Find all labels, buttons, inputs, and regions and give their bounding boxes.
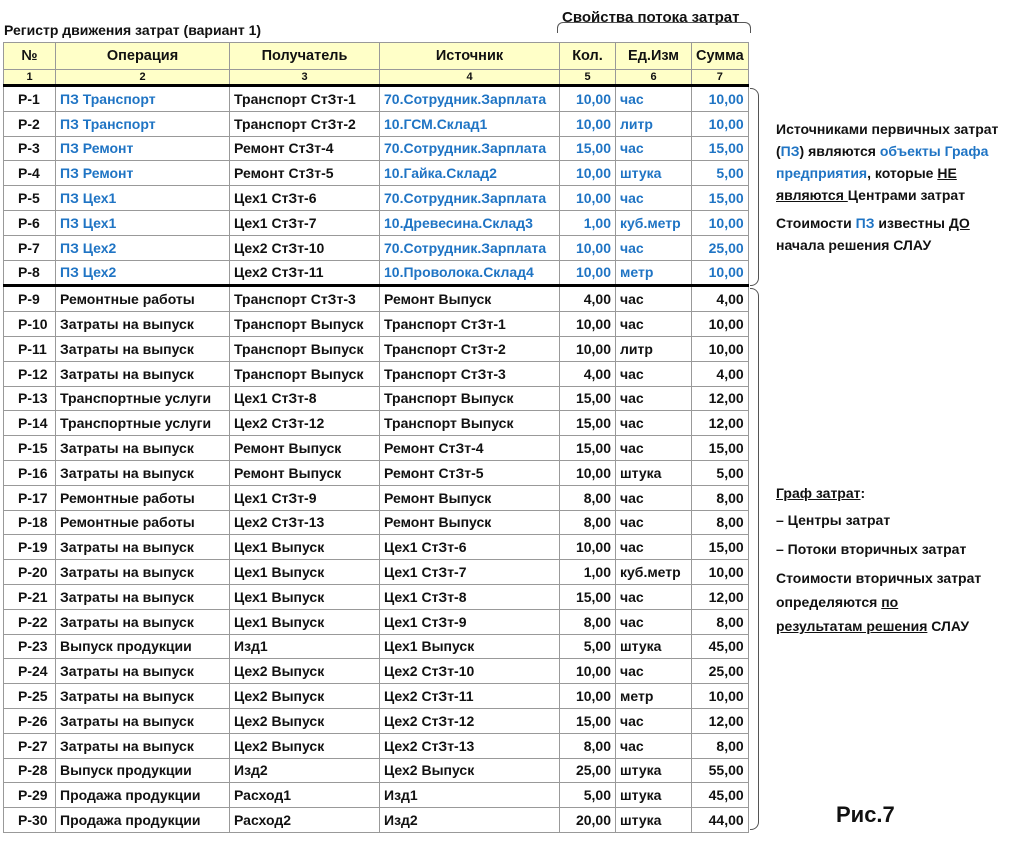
source-cell: 70.Сотрудник.Зарплата: [380, 86, 560, 112]
table-row: [4, 286, 749, 312]
recipient-cell: Цех2 СтЗт-11: [230, 260, 380, 286]
quantity-cell: 20,00: [560, 808, 616, 833]
amount-cell: 10,00: [692, 684, 749, 709]
row-number: Р-21: [4, 584, 56, 609]
row-number: Р-5: [4, 186, 56, 211]
source-cell: Ремонт СтЗт-4: [380, 436, 560, 461]
table-row: [4, 436, 749, 461]
operation-cell: Затраты на выпуск: [56, 609, 230, 634]
unit-cell: метр: [616, 260, 692, 286]
amount-cell: 15,00: [692, 136, 749, 161]
amount-cell: 8,00: [692, 733, 749, 758]
source-cell: Ремонт Выпуск: [380, 286, 560, 312]
operation-cell: ПЗ Ремонт: [56, 136, 230, 161]
unit-cell: куб.метр: [616, 560, 692, 585]
unit-cell: час: [616, 659, 692, 684]
amount-cell: 5,00: [692, 161, 749, 186]
operation-cell: Затраты на выпуск: [56, 708, 230, 733]
row-number: Р-22: [4, 609, 56, 634]
unit-cell: час: [616, 136, 692, 161]
source-cell: Цех2 СтЗт-13: [380, 733, 560, 758]
row-number: Р-20: [4, 560, 56, 585]
unit-cell: час: [616, 609, 692, 634]
quantity-cell: 10,00: [560, 535, 616, 560]
operation-cell: Выпуск продукции: [56, 634, 230, 659]
cost-graph-note: [776, 481, 1022, 638]
table-row: [4, 659, 749, 684]
amount-cell: 10,00: [692, 260, 749, 286]
unit-cell: час: [616, 485, 692, 510]
operation-cell: Продажа продукции: [56, 808, 230, 833]
quantity-cell: 10,00: [560, 260, 616, 286]
unit-cell: штука: [616, 460, 692, 485]
source-cell: 70.Сотрудник.Зарплата: [380, 235, 560, 260]
recipient-cell: Цех1 СтЗт-8: [230, 386, 380, 411]
unit-cell: литр: [616, 111, 692, 136]
row-number: Р-24: [4, 659, 56, 684]
source-cell: Цех1 СтЗт-7: [380, 560, 560, 585]
table-row: [4, 312, 749, 337]
register-title: Регистр движения затрат (вариант 1): [4, 22, 262, 38]
quantity-cell: 8,00: [560, 510, 616, 535]
row-number: Р-18: [4, 510, 56, 535]
quantity-cell: 8,00: [560, 485, 616, 510]
amount-cell: 15,00: [692, 186, 749, 211]
quantity-cell: 15,00: [560, 411, 616, 436]
source-cell: Изд2: [380, 808, 560, 833]
source-cell: Транспорт СтЗт-1: [380, 312, 560, 337]
operation-cell: Транспортные услуги: [56, 386, 230, 411]
column-number: 1: [4, 70, 56, 86]
table-row: [4, 684, 749, 709]
row-number: Р-27: [4, 733, 56, 758]
recipient-cell: Цех2 Выпуск: [230, 684, 380, 709]
operation-cell: Затраты на выпуск: [56, 684, 230, 709]
figure-label: Рис.7: [836, 802, 895, 827]
table-row: [4, 111, 749, 136]
row-number: Р-14: [4, 411, 56, 436]
recipient-cell: Ремонт Выпуск: [230, 436, 380, 461]
source-cell: Транспорт СтЗт-3: [380, 361, 560, 386]
recipient-cell: Цех1 СтЗт-9: [230, 485, 380, 510]
amount-cell: 8,00: [692, 609, 749, 634]
note-text: ) являются: [799, 143, 880, 159]
unit-cell: куб.метр: [616, 210, 692, 235]
row-number: Р-13: [4, 386, 56, 411]
source-cell: Цех2 СтЗт-11: [380, 684, 560, 709]
recipient-cell: Цех2 СтЗт-12: [230, 411, 380, 436]
row-number: Р-17: [4, 485, 56, 510]
row-number: Р-23: [4, 634, 56, 659]
quantity-cell: 15,00: [560, 584, 616, 609]
column-header: №: [4, 43, 56, 70]
source-cell: Цех1 СтЗт-6: [380, 535, 560, 560]
recipient-cell: Цех2 Выпуск: [230, 733, 380, 758]
amount-cell: 12,00: [692, 584, 749, 609]
amount-cell: 5,00: [692, 460, 749, 485]
note-text: – Потоки вторичных затрат: [776, 541, 967, 557]
unit-cell: час: [616, 584, 692, 609]
table-row: [4, 560, 749, 585]
column-header: Ед.Изм: [616, 43, 692, 70]
unit-cell: час: [616, 510, 692, 535]
source-cell: Цех2 СтЗт-12: [380, 708, 560, 733]
row-number: Р-29: [4, 783, 56, 808]
primary-costs-brace: [750, 88, 759, 286]
note-text: Стоимости: [776, 215, 856, 231]
table-row: [4, 485, 749, 510]
note-text: СЛАУ: [927, 618, 970, 634]
amount-cell: 12,00: [692, 708, 749, 733]
secondary-costs-brace: [750, 288, 759, 830]
amount-cell: 10,00: [692, 336, 749, 361]
recipient-cell: Ремонт Выпуск: [230, 460, 380, 485]
note-text: (: [776, 143, 781, 159]
amount-cell: 44,00: [692, 808, 749, 833]
column-number-row: [4, 70, 749, 86]
source-cell: Ремонт Выпуск: [380, 485, 560, 510]
operation-cell: Затраты на выпуск: [56, 336, 230, 361]
source-cell: Ремонт Выпуск: [380, 510, 560, 535]
operation-cell: Затраты на выпуск: [56, 436, 230, 461]
quantity-cell: 10,00: [560, 684, 616, 709]
unit-cell: час: [616, 733, 692, 758]
table-row: [4, 535, 749, 560]
unit-cell: час: [616, 186, 692, 211]
amount-cell: 15,00: [692, 535, 749, 560]
unit-cell: литр: [616, 336, 692, 361]
note-text-underlined: НЕ: [937, 165, 957, 181]
table-row: [4, 361, 749, 386]
operation-cell: Затраты на выпуск: [56, 460, 230, 485]
primary-costs-note: [776, 118, 1022, 256]
unit-cell: час: [616, 286, 692, 312]
quantity-cell: 10,00: [560, 336, 616, 361]
row-number: Р-12: [4, 361, 56, 386]
row-number: Р-11: [4, 336, 56, 361]
note-text: известны: [874, 215, 949, 231]
note-text: :: [860, 485, 866, 501]
unit-cell: час: [616, 312, 692, 337]
amount-cell: 25,00: [692, 235, 749, 260]
operation-cell: ПЗ Транспорт: [56, 111, 230, 136]
column-header: Операция: [56, 43, 230, 70]
column-header: Сумма: [692, 43, 749, 70]
row-number: Р-10: [4, 312, 56, 337]
table-row: [4, 186, 749, 211]
quantity-cell: 10,00: [560, 186, 616, 211]
table-row: [4, 161, 749, 186]
quantity-cell: 10,00: [560, 659, 616, 684]
source-cell: Цех1 СтЗт-9: [380, 609, 560, 634]
recipient-cell: Транспорт Выпуск: [230, 336, 380, 361]
row-number: Р-25: [4, 684, 56, 709]
table-row: [4, 336, 749, 361]
amount-cell: 4,00: [692, 286, 749, 312]
recipient-cell: Цех1 Выпуск: [230, 560, 380, 585]
operation-cell: Затраты на выпуск: [56, 584, 230, 609]
quantity-cell: 10,00: [560, 312, 616, 337]
recipient-cell: Транспорт СтЗт-1: [230, 86, 380, 112]
recipient-cell: Цех1 Выпуск: [230, 535, 380, 560]
column-header: Получатель: [230, 43, 380, 70]
row-number: Р-2: [4, 111, 56, 136]
amount-cell: 45,00: [692, 634, 749, 659]
unit-cell: штука: [616, 783, 692, 808]
recipient-cell: Цех2 СтЗт-10: [230, 235, 380, 260]
row-number: Р-26: [4, 708, 56, 733]
table-row: [4, 411, 749, 436]
recipient-cell: Цех2 СтЗт-13: [230, 510, 380, 535]
source-cell: Транспорт Выпуск: [380, 386, 560, 411]
recipient-cell: Цех2 Выпуск: [230, 708, 380, 733]
note-text: , которые: [867, 165, 938, 181]
table-row: [4, 510, 749, 535]
quantity-cell: 15,00: [560, 386, 616, 411]
source-cell: 70.Сотрудник.Зарплата: [380, 186, 560, 211]
note-text: – Центры затрат: [776, 512, 891, 528]
unit-cell: метр: [616, 684, 692, 709]
unit-cell: штука: [616, 161, 692, 186]
unit-cell: штука: [616, 758, 692, 783]
operation-cell: Продажа продукции: [56, 783, 230, 808]
recipient-cell: Транспорт СтЗт-2: [230, 111, 380, 136]
quantity-cell: 4,00: [560, 286, 616, 312]
row-number: Р-7: [4, 235, 56, 260]
header-row: [4, 43, 749, 70]
amount-cell: 10,00: [692, 560, 749, 585]
quantity-cell: 15,00: [560, 436, 616, 461]
amount-cell: 4,00: [692, 361, 749, 386]
source-cell: 10.Древесина.Склад3: [380, 210, 560, 235]
row-number: Р-16: [4, 460, 56, 485]
source-cell: Цех1 СтЗт-8: [380, 584, 560, 609]
source-cell: Цех2 Выпуск: [380, 758, 560, 783]
note-text: Центрами затрат: [847, 187, 966, 203]
row-number: Р-28: [4, 758, 56, 783]
amount-cell: 10,00: [692, 312, 749, 337]
amount-cell: 15,00: [692, 436, 749, 461]
operation-cell: Ремонтные работы: [56, 510, 230, 535]
row-number: Р-8: [4, 260, 56, 286]
operation-cell: ПЗ Цех1: [56, 186, 230, 211]
recipient-cell: Цех1 Выпуск: [230, 609, 380, 634]
quantity-cell: 8,00: [560, 609, 616, 634]
operation-cell: Выпуск продукции: [56, 758, 230, 783]
amount-cell: 25,00: [692, 659, 749, 684]
note-text: начала решения СЛАУ: [776, 237, 932, 253]
table-row: [4, 210, 749, 235]
column-number: 3: [230, 70, 380, 86]
quantity-cell: 5,00: [560, 783, 616, 808]
operation-cell: Затраты на выпуск: [56, 312, 230, 337]
source-cell: Транспорт СтЗт-2: [380, 336, 560, 361]
unit-cell: час: [616, 86, 692, 112]
row-number: Р-6: [4, 210, 56, 235]
operation-cell: Затраты на выпуск: [56, 560, 230, 585]
note-text-highlight: ПЗ: [780, 143, 800, 159]
table-row: [4, 136, 749, 161]
table-row: [4, 783, 749, 808]
quantity-cell: 10,00: [560, 235, 616, 260]
amount-cell: 12,00: [692, 386, 749, 411]
operation-cell: Ремонтные работы: [56, 485, 230, 510]
unit-cell: час: [616, 535, 692, 560]
quantity-cell: 10,00: [560, 111, 616, 136]
unit-cell: штука: [616, 634, 692, 659]
recipient-cell: Расход1: [230, 783, 380, 808]
operation-cell: ПЗ Цех2: [56, 235, 230, 260]
amount-cell: 8,00: [692, 510, 749, 535]
quantity-cell: 10,00: [560, 86, 616, 112]
quantity-cell: 25,00: [560, 758, 616, 783]
unit-cell: штука: [616, 808, 692, 833]
quantity-cell: 10,00: [560, 161, 616, 186]
column-number: 2: [56, 70, 230, 86]
source-cell: Цех1 Выпуск: [380, 634, 560, 659]
note-text-underlined: Граф затрат: [776, 485, 861, 501]
column-number: 4: [380, 70, 560, 86]
recipient-cell: Цех2 Выпуск: [230, 659, 380, 684]
recipient-cell: Изд2: [230, 758, 380, 783]
quantity-cell: 15,00: [560, 708, 616, 733]
recipient-cell: Расход2: [230, 808, 380, 833]
table-row: [4, 758, 749, 783]
row-number: Р-1: [4, 86, 56, 112]
quantity-cell: 4,00: [560, 361, 616, 386]
note-text-underlined: ДО: [948, 215, 970, 231]
row-number: Р-19: [4, 535, 56, 560]
unit-cell: час: [616, 436, 692, 461]
quantity-cell: 1,00: [560, 210, 616, 235]
register-body: [4, 86, 749, 833]
column-header: Источник: [380, 43, 560, 70]
table-row: [4, 460, 749, 485]
recipient-cell: Ремонт СтЗт-4: [230, 136, 380, 161]
table-row: [4, 86, 749, 112]
amount-cell: 8,00: [692, 485, 749, 510]
note-text-underlined: являются: [776, 187, 848, 203]
quantity-cell: 10,00: [560, 460, 616, 485]
note-text-underlined: результатам решения: [776, 618, 928, 634]
flow-properties-brace: [557, 22, 751, 33]
cost-register-table: [3, 42, 749, 833]
flow-properties-label: Свойства потока затрат: [562, 9, 740, 26]
source-cell: 10.Гайка.Склад2: [380, 161, 560, 186]
table-row: [4, 386, 749, 411]
column-number: 5: [560, 70, 616, 86]
quantity-cell: 1,00: [560, 560, 616, 585]
note-text-underlined: по: [881, 594, 899, 610]
operation-cell: ПЗ Цех1: [56, 210, 230, 235]
table-row: [4, 708, 749, 733]
amount-cell: 10,00: [692, 86, 749, 112]
operation-cell: ПЗ Цех2: [56, 260, 230, 286]
source-cell: 10.Проволока.Склад4: [380, 260, 560, 286]
recipient-cell: Транспорт Выпуск: [230, 361, 380, 386]
source-cell: 10.ГСМ.Склад1: [380, 111, 560, 136]
row-number: Р-3: [4, 136, 56, 161]
note-text: Стоимости вторичных затрат: [776, 570, 982, 586]
unit-cell: час: [616, 235, 692, 260]
recipient-cell: Транспорт Выпуск: [230, 312, 380, 337]
recipient-cell: Ремонт СтЗт-5: [230, 161, 380, 186]
row-number: Р-30: [4, 808, 56, 833]
table-row: [4, 609, 749, 634]
source-cell: 70.Сотрудник.Зарплата: [380, 136, 560, 161]
amount-cell: 10,00: [692, 111, 749, 136]
operation-cell: Затраты на выпуск: [56, 535, 230, 560]
operation-cell: Затраты на выпуск: [56, 733, 230, 758]
amount-cell: 55,00: [692, 758, 749, 783]
unit-cell: час: [616, 386, 692, 411]
row-number: Р-9: [4, 286, 56, 312]
recipient-cell: Цех1 СтЗт-7: [230, 210, 380, 235]
column-number: 7: [692, 70, 749, 86]
table-row: [4, 260, 749, 286]
row-number: Р-15: [4, 436, 56, 461]
source-cell: Транспорт Выпуск: [380, 411, 560, 436]
table-row: [4, 584, 749, 609]
source-cell: Ремонт СтЗт-5: [380, 460, 560, 485]
table-row: [4, 808, 749, 833]
note-text-highlight: объекты Графа: [879, 143, 989, 159]
note-text-highlight: ПЗ: [855, 215, 875, 231]
unit-cell: час: [616, 411, 692, 436]
operation-cell: Затраты на выпуск: [56, 361, 230, 386]
operation-cell: ПЗ Ремонт: [56, 161, 230, 186]
operation-cell: Транспортные услуги: [56, 411, 230, 436]
column-header: Кол.: [560, 43, 616, 70]
row-number: Р-4: [4, 161, 56, 186]
source-cell: Изд1: [380, 783, 560, 808]
amount-cell: 10,00: [692, 210, 749, 235]
recipient-cell: Транспорт СтЗт-3: [230, 286, 380, 312]
note-text-highlight: предприятия: [776, 165, 868, 181]
operation-cell: Ремонтные работы: [56, 286, 230, 312]
operation-cell: ПЗ Транспорт: [56, 86, 230, 112]
table-row: [4, 634, 749, 659]
note-text: определяются: [776, 594, 882, 610]
operation-cell: Затраты на выпуск: [56, 659, 230, 684]
column-number: 6: [616, 70, 692, 86]
table-row: [4, 733, 749, 758]
amount-cell: 45,00: [692, 783, 749, 808]
amount-cell: 12,00: [692, 411, 749, 436]
note-text: Источниками первичных затрат: [776, 121, 999, 137]
unit-cell: час: [616, 708, 692, 733]
source-cell: Цех2 СтЗт-10: [380, 659, 560, 684]
recipient-cell: Цех1 СтЗт-6: [230, 186, 380, 211]
unit-cell: час: [616, 361, 692, 386]
quantity-cell: 8,00: [560, 733, 616, 758]
quantity-cell: 5,00: [560, 634, 616, 659]
recipient-cell: Изд1: [230, 634, 380, 659]
table-row: [4, 235, 749, 260]
recipient-cell: Цех1 Выпуск: [230, 584, 380, 609]
quantity-cell: 15,00: [560, 136, 616, 161]
